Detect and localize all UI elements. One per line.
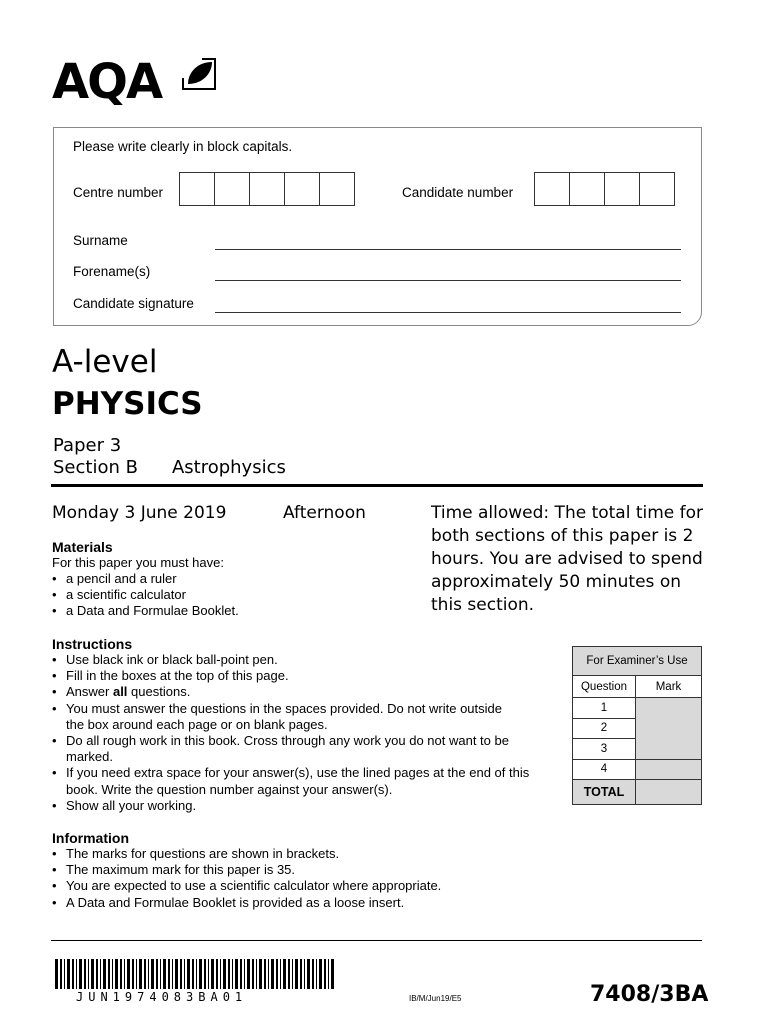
- materials-intro: For this paper you must have:: [52, 555, 224, 570]
- candidate-digit-box[interactable]: [604, 172, 640, 206]
- barcode-bar: [204, 959, 206, 989]
- barcode-bar: [160, 959, 161, 989]
- aqa-logo: AQA: [52, 54, 162, 110]
- mark-column-header: Mark: [636, 676, 702, 698]
- barcode-bar: [103, 959, 106, 989]
- barcode-bar: [163, 959, 166, 989]
- time-allowed: Time allowed: The total time for both sections of this paper is 2 hours. You are advised to spend approximately 50 minutes on this section.: [431, 503, 704, 615]
- barcode-bar: [295, 959, 298, 989]
- section-label: Section B: [53, 457, 138, 478]
- exam-date: Monday 3 June 2019: [52, 503, 227, 523]
- barcode-bar: [312, 959, 314, 989]
- barcode-bar: [91, 959, 94, 989]
- paper-reference: IB/M/Jun19/E5: [409, 994, 462, 1003]
- barcode-bar: [151, 959, 154, 989]
- centre-digit-box[interactable]: [179, 172, 215, 206]
- candidate-digit-box[interactable]: [534, 172, 570, 206]
- exam-session: Afternoon: [283, 503, 366, 523]
- barcode-bar: [259, 959, 262, 989]
- question-column-header: Question: [573, 676, 636, 698]
- barcode-bar: [331, 959, 334, 989]
- barcode-bar: [60, 959, 62, 989]
- barcode-bar: [292, 959, 293, 989]
- barcode-bar: [180, 959, 182, 989]
- barcode-bar: [220, 959, 221, 989]
- centre-digit-box[interactable]: [319, 172, 355, 206]
- materials-list: [52, 571, 412, 620]
- barcode-bar: [136, 959, 137, 989]
- barcode-bar: [247, 959, 250, 989]
- barcode-bar: [319, 959, 322, 989]
- paper-number: Paper 3: [53, 435, 122, 456]
- footer-rule: [51, 940, 702, 941]
- barcode-bar: [148, 959, 149, 989]
- paper-code: 7408/3BA: [590, 982, 709, 1007]
- candidate-digit-box[interactable]: [569, 172, 605, 206]
- information-section: [52, 830, 552, 911]
- examiner-table-title: For Examiner’s Use: [573, 647, 702, 676]
- barcode-bar: [276, 959, 278, 989]
- barcode-bar: [96, 959, 98, 989]
- barcode-bar: [211, 959, 214, 989]
- information-heading: Information: [52, 830, 129, 846]
- instructions-heading: Instructions: [52, 636, 133, 652]
- list-item: • Show all your working.: [52, 798, 552, 814]
- barcode-bar: [120, 959, 122, 989]
- list-item: • Fill in the boxes at the top of this page.: [52, 668, 552, 684]
- barcode-bar: [187, 959, 190, 989]
- barcode-bar: [228, 959, 230, 989]
- list-item: • If you need extra space for your answer(s), use the lined pages at the end of this book. Write the question number against your answer(s).: [52, 765, 552, 797]
- topic-label: Astrophysics: [171, 457, 286, 478]
- list-item: • The maximum mark for this paper is 35.: [52, 862, 552, 878]
- barcode-bar: [139, 959, 142, 989]
- barcode-bar: [271, 959, 274, 989]
- question-number: 1: [573, 698, 636, 719]
- subject-title: PHYSICS: [52, 386, 203, 422]
- qualification-title: A-level: [52, 344, 158, 380]
- barcode-bar: [300, 959, 302, 989]
- question-number: 3: [573, 739, 636, 760]
- section-line: [53, 457, 286, 479]
- surname-label: Surname: [73, 233, 128, 248]
- barcode-bar: [175, 959, 178, 989]
- barcode-bar: [55, 959, 58, 989]
- centre-digit-box[interactable]: [284, 172, 320, 206]
- signature-label: Candidate signature: [73, 296, 194, 311]
- barcode-bar: [223, 959, 226, 989]
- list-item: • Do all rough work in this book. Cross through any work you do not want to be marked.: [52, 733, 552, 765]
- barcode-bar: [84, 959, 86, 989]
- barcode-bar: [307, 959, 310, 989]
- question-number: 2: [573, 718, 636, 739]
- mark-cell: [636, 759, 702, 780]
- forename-field[interactable]: [215, 280, 681, 281]
- list-item: • A Data and Formulae Booklet is provided as a loose insert.: [52, 895, 552, 911]
- barcode-bar: [316, 959, 317, 989]
- barcode-bar: [124, 959, 125, 989]
- barcode-bar: [168, 959, 170, 989]
- instructions-section: [52, 636, 552, 814]
- list-item: • a scientific calculator: [52, 587, 412, 603]
- barcode-bar: [196, 959, 197, 989]
- block-capitals-instruction: Please write clearly in block capitals.: [73, 139, 293, 154]
- materials-section: [52, 539, 412, 620]
- barcode-bar: [184, 959, 185, 989]
- barcode-bar: [67, 959, 70, 989]
- barcode-bar: [264, 959, 266, 989]
- leaf-logo-icon: [180, 56, 218, 92]
- list-item: • Use black ink or black ball-point pen.: [52, 652, 552, 668]
- list-item: • You must answer the questions in the spaces provided. Do not write outside the box around each page or on blank pages.: [52, 701, 552, 733]
- barcode-bar: [235, 959, 238, 989]
- list-item: • You are expected to use a scientific calculator where appropriate.: [52, 878, 552, 894]
- materials-heading: Materials: [52, 539, 113, 555]
- signature-field[interactable]: [215, 312, 681, 313]
- barcode-bar: [115, 959, 118, 989]
- question-number: 4: [573, 759, 636, 780]
- barcode-bar: [127, 959, 130, 989]
- instructions-list: [52, 652, 552, 814]
- barcode-bar: [328, 959, 329, 989]
- candidate-digit-box[interactable]: [639, 172, 675, 206]
- barcode-bar: [100, 959, 101, 989]
- barcode-bar: [256, 959, 257, 989]
- total-label: TOTAL: [573, 780, 636, 805]
- examiner-use-table: [572, 646, 702, 805]
- barcode-bar: [208, 959, 209, 989]
- barcode-bar: [144, 959, 146, 989]
- centre-number-boxes[interactable]: [180, 172, 355, 206]
- barcode-bar: [268, 959, 269, 989]
- barcode-bar: [132, 959, 134, 989]
- candidate-number-label: Candidate number: [402, 185, 514, 200]
- centre-number-label: Centre number: [73, 185, 164, 200]
- candidate-number-boxes[interactable]: [535, 172, 675, 206]
- total-mark-cell: [636, 780, 702, 805]
- centre-digit-box[interactable]: [214, 172, 250, 206]
- surname-field[interactable]: [215, 249, 681, 250]
- barcode-bar: [232, 959, 233, 989]
- barcode-bar: [72, 959, 74, 989]
- barcode-bar: [64, 959, 65, 989]
- barcode-bar: [199, 959, 202, 989]
- list-item: • Answer all questions.: [52, 684, 552, 700]
- list-item: • a Data and Formulae Booklet.: [52, 603, 412, 619]
- barcode-bar: [88, 959, 89, 989]
- barcode-bar: [108, 959, 110, 989]
- barcode-bar: [252, 959, 254, 989]
- barcode: [55, 959, 337, 989]
- barcode-bar: [156, 959, 158, 989]
- centre-digit-box[interactable]: [249, 172, 285, 206]
- header-rule: [51, 484, 703, 487]
- barcode-bar: [288, 959, 290, 989]
- barcode-bar: [216, 959, 218, 989]
- list-item: • The marks for questions are shown in brackets.: [52, 846, 552, 862]
- barcode-bar: [192, 959, 194, 989]
- barcode-bar: [240, 959, 242, 989]
- information-list: [52, 846, 552, 911]
- barcode-bar: [244, 959, 245, 989]
- barcode-bar: [172, 959, 173, 989]
- barcode-text: JUN1974083BA01: [76, 990, 248, 1004]
- barcode-bar: [280, 959, 281, 989]
- barcode-bar: [76, 959, 77, 989]
- list-item: • a pencil and a ruler: [52, 571, 412, 587]
- barcode-bar: [112, 959, 113, 989]
- barcode-bar: [304, 959, 305, 989]
- barcode-bar: [283, 959, 286, 989]
- mark-cell: [636, 698, 702, 760]
- barcode-bar: [324, 959, 326, 989]
- paper-details: [53, 435, 286, 479]
- forename-label: Forename(s): [73, 264, 151, 279]
- barcode-bar: [79, 959, 82, 989]
